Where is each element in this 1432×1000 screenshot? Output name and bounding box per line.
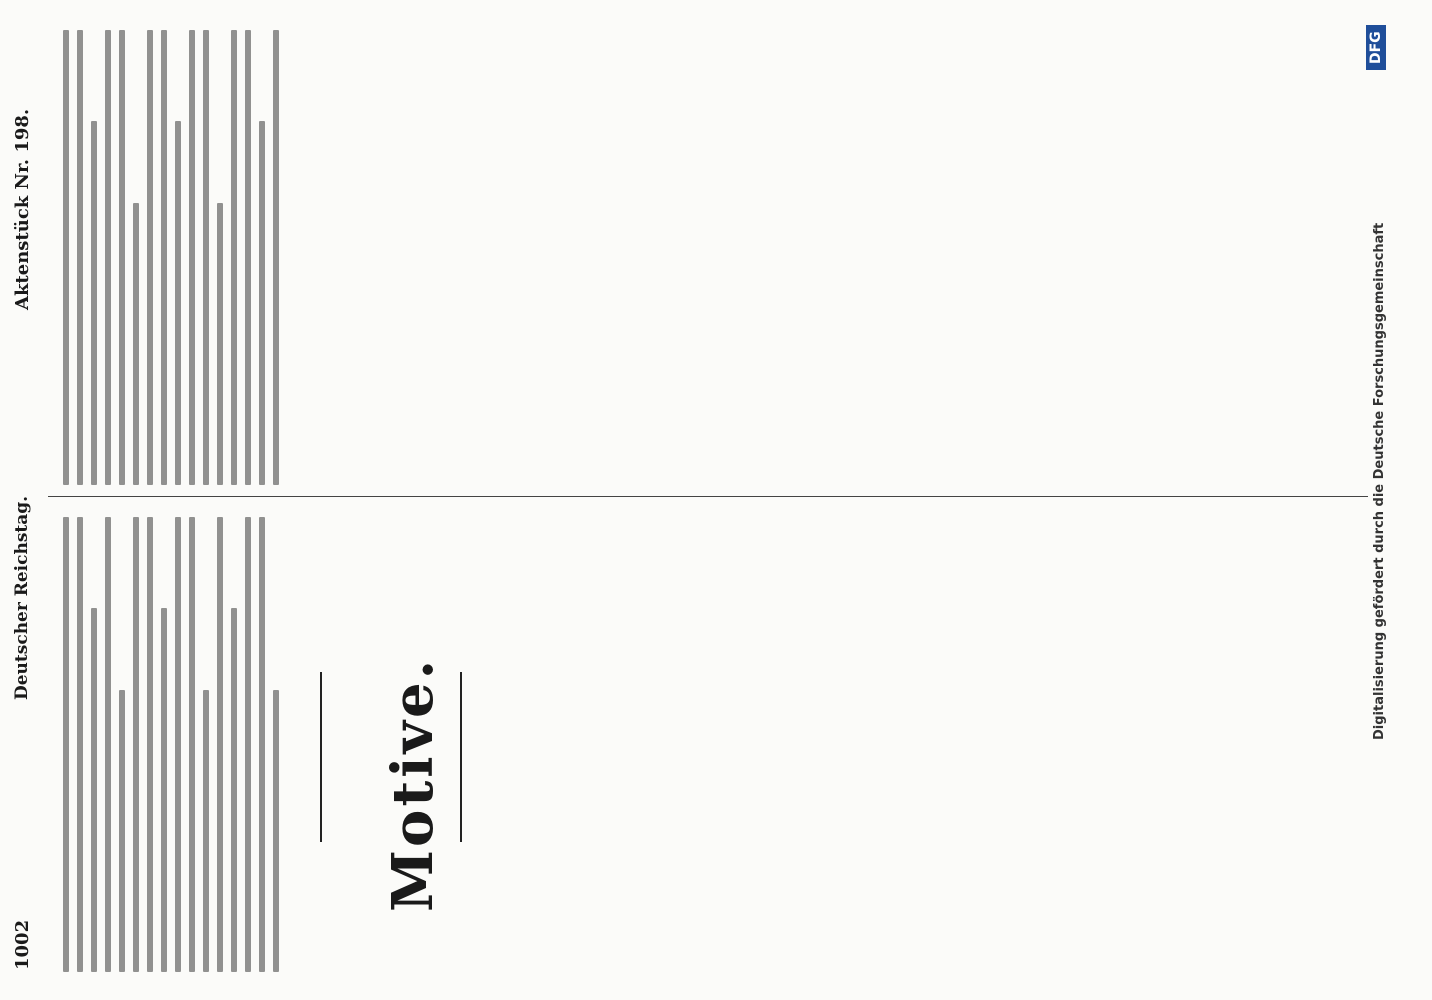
text-line	[273, 30, 279, 485]
text-line	[147, 517, 153, 972]
text-line	[217, 203, 223, 485]
text-line	[203, 690, 209, 972]
text-line	[91, 608, 97, 972]
page-header-issue: Aktenstück Nr. 198.	[12, 108, 33, 310]
text-line	[189, 517, 195, 972]
text-line	[231, 30, 237, 485]
text-line	[189, 30, 195, 485]
page-number: 1002	[12, 919, 33, 970]
text-line	[161, 30, 167, 485]
text-line	[175, 121, 181, 485]
text-line	[133, 517, 139, 972]
section-rule	[320, 672, 322, 842]
page-header-title: Deutscher Reichstag.	[12, 495, 32, 700]
text-line	[63, 517, 69, 972]
dfg-logo: DFG	[1366, 25, 1386, 70]
text-line	[77, 517, 83, 972]
text-line	[119, 30, 125, 485]
text-line	[217, 517, 223, 972]
section-title: Motive.	[380, 656, 446, 912]
text-line	[119, 690, 125, 972]
text-line	[259, 517, 265, 972]
digitization-credit: Digitalisierung gefördert durch die Deutsche Forschungsgemeinschaft	[1372, 222, 1387, 740]
text-line	[203, 30, 209, 485]
text-line	[91, 121, 97, 485]
text-line	[161, 608, 167, 972]
text-line	[231, 608, 237, 972]
text-line	[147, 30, 153, 485]
text-line	[245, 30, 251, 485]
text-line	[245, 517, 251, 972]
text-line	[63, 30, 69, 485]
column-right	[55, 30, 1375, 485]
text-line	[259, 121, 265, 485]
text-line	[105, 30, 111, 485]
text-line	[133, 203, 139, 485]
text-line	[105, 517, 111, 972]
text-line	[175, 517, 181, 972]
section-rule	[460, 672, 462, 842]
column-left	[55, 517, 1375, 972]
text-line	[77, 30, 83, 485]
text-line	[273, 690, 279, 972]
column-divider	[48, 496, 1368, 497]
